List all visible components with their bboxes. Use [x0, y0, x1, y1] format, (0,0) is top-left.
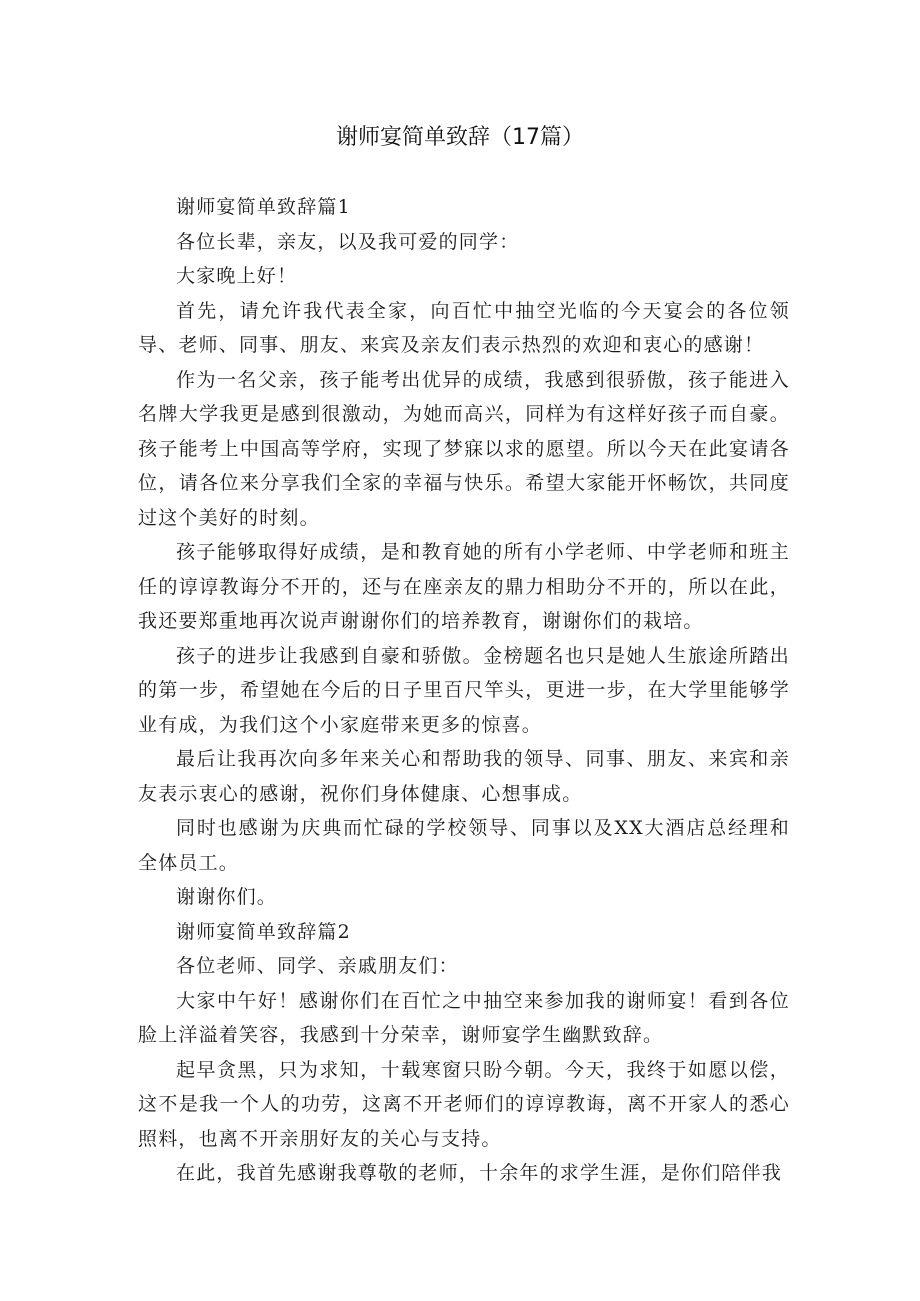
body-paragraph: 孩子的进步让我感到自豪和骄傲。金榜题名也只是她人生旅途所踏出的第一步，希望她在今后的日子里百尺竿头，更进一步，在大学里能够学业有成，为我们这个小家庭带来更多的惊喜。: [138, 644, 790, 736]
body-paragraph: 同时也感谢为庆典而忙碌的学校领导、同事以及XX大酒店总经理和全体员工。: [138, 817, 790, 874]
salutation-paragraph: 各位长辈，亲友，以及我可爱的同学：: [176, 230, 520, 253]
section-heading-1: 谢师宴简单致辞篇1: [176, 196, 351, 218]
document-body: [138, 190, 790, 1191]
greeting-paragraph: 大家晚上好！: [176, 265, 298, 287]
body-paragraph: 最后让我再次向多年来关心和帮助我的领导、同事、朋友、来宾和亲友表示衷心的感谢，祝你们身体健康、心想事成。: [138, 748, 790, 805]
document-title: 谢师宴简单致辞（17篇）: [336, 125, 584, 150]
section-heading-2: 谢师宴简单致辞篇2: [176, 920, 351, 943]
body-paragraph: 在此，我首先感谢我尊敬的老师，十余年的求学生涯，是你们陪伴我: [176, 1162, 783, 1184]
body-paragraph: 首先，请允许我代表全家，向百忙中抽空光临的今天宴会的各位领导、老师、同事、朋友、来宾及亲友们表示热烈的欢迎和衷心的感谢！: [138, 299, 790, 356]
body-paragraph: 孩子能够取得好成绩，是和教育她的所有小学老师、中学老师和班主任的谆谆教诲分不开的，还与在座亲友的鼎力相助分不开的，所以在此，我还要郑重地再次说声谢谢你们的培养教育，谢谢你们的栽培。: [138, 541, 790, 632]
body-paragraph: 作为一名父亲，孩子能考出优异的成绩，我感到很骄傲，孩子能进入名牌大学我更是感到很激动，为她而高兴，同样为有这样好孩子而自豪。孩子能考上中国高等学府，实现了梦寐以求的愿望。所以今天在此宴请各位，请各位来分享我们全家的幸福与快乐。希望大家能开怀畅饮，共同度过这个美好的时刻。: [138, 368, 790, 529]
closing-paragraph: 谢谢你们。: [176, 886, 278, 908]
body-paragraph: 大家中午好！感谢你们在百忙之中抽空来参加我的谢师宴！看到各位脸上洋溢着笑容，我感到十分荣幸，谢师宴学生幽默致辞。: [138, 989, 790, 1046]
body-paragraph: 起早贪黑，只为求知，十载寒窗只盼今朝。今天，我终于如愿以偿，这不是我一个人的功劳，这离不开老师们的谆谆教诲，离不开家人的悉心照料，也离不开亲朋好友的关心与支持。: [138, 1058, 790, 1150]
salutation-paragraph: 各位老师、同学、亲戚朋友们：: [176, 955, 459, 977]
